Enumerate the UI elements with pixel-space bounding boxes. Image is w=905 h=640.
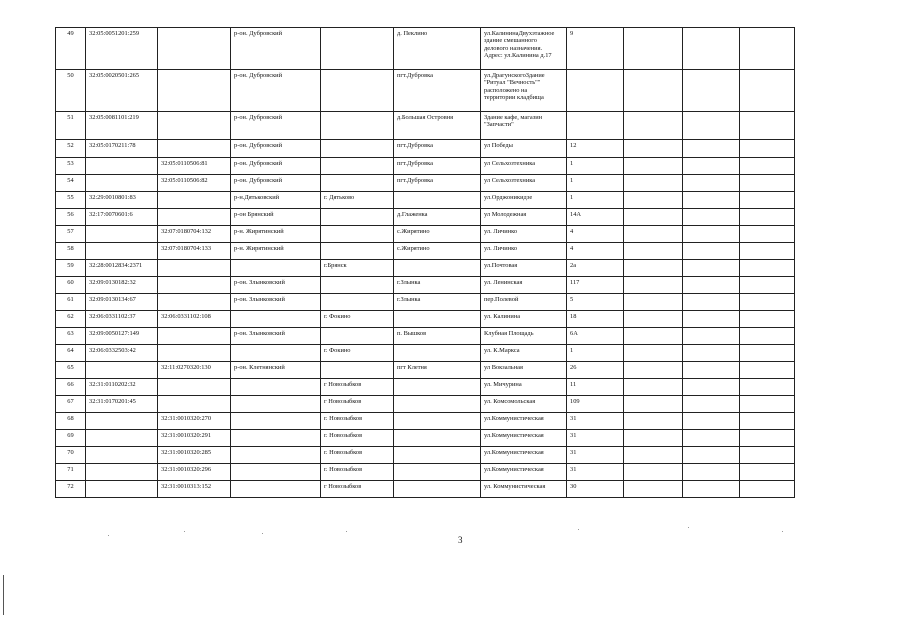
table-cell [394, 430, 481, 447]
table-cell [158, 345, 231, 362]
table-cell [740, 192, 795, 209]
table-cell: р-он. Дубровский [231, 175, 321, 192]
table-cell [86, 158, 158, 175]
table-cell: 4 [567, 243, 624, 260]
table-cell [740, 345, 795, 362]
table-cell: р-н. Жирятинский [231, 243, 321, 260]
table-cell [740, 294, 795, 311]
table-row [56, 413, 795, 430]
table-cell: ул. К.Маркса [481, 345, 567, 362]
table-cell: г Новозыбков [321, 396, 394, 413]
table-cell: ул.Коммунистическая [481, 430, 567, 447]
table-cell [740, 362, 795, 379]
table-cell [624, 243, 683, 260]
table-cell [624, 112, 683, 140]
table-cell: 1 [567, 158, 624, 175]
table-cell [321, 175, 394, 192]
table-cell: 2а [567, 260, 624, 277]
table-cell: 14А [567, 209, 624, 226]
table-cell [321, 70, 394, 112]
table-cell: г.Злынка [394, 277, 481, 294]
table-cell [394, 464, 481, 481]
table-cell: 32:31:0010320:296 [158, 464, 231, 481]
table-cell [624, 140, 683, 158]
table-cell: р-н. Жирятинский [231, 226, 321, 243]
table-cell: ул. Коммунистическая [481, 481, 567, 498]
table-cell: 1 [567, 192, 624, 209]
table-cell: 32:31:0110202:32 [86, 379, 158, 396]
table-row [56, 158, 795, 175]
table-cell [683, 294, 740, 311]
table-cell [231, 464, 321, 481]
table-cell: р-он. Дубровский [231, 28, 321, 70]
table-cell: 62 [56, 311, 86, 328]
table-cell [231, 379, 321, 396]
table-cell [394, 192, 481, 209]
table-cell [624, 192, 683, 209]
table-cell [394, 481, 481, 498]
table-cell [321, 28, 394, 70]
table-cell [158, 70, 231, 112]
table-cell: 1 [567, 175, 624, 192]
table-cell [567, 70, 624, 112]
table-cell: г Новозыбков [321, 379, 394, 396]
table-cell: 64 [56, 345, 86, 362]
table-cell: 32:28:0012834:2371 [86, 260, 158, 277]
table-cell: Клубная Площадь [481, 328, 567, 345]
table-cell [158, 140, 231, 158]
table-cell [86, 481, 158, 498]
table-cell [624, 311, 683, 328]
table-cell: ул. Личинко [481, 226, 567, 243]
table-cell [740, 311, 795, 328]
table-row [56, 430, 795, 447]
table-cell: 30 [567, 481, 624, 498]
table-cell [683, 175, 740, 192]
table-cell: 53 [56, 158, 86, 175]
table-cell: ул. Ленинская [481, 277, 567, 294]
table-cell [394, 311, 481, 328]
table-cell: ул.Почтовая [481, 260, 567, 277]
table-cell: пгт.Дубровка [394, 70, 481, 112]
table-cell: 54 [56, 175, 86, 192]
table-cell [740, 243, 795, 260]
table-cell: 31 [567, 430, 624, 447]
table-cell [683, 430, 740, 447]
table-cell [740, 328, 795, 345]
table-cell [321, 112, 394, 140]
table-cell [683, 277, 740, 294]
table-cell: 32:06:0332503:42 [86, 345, 158, 362]
table-cell [394, 345, 481, 362]
table-cell [394, 396, 481, 413]
table-cell [683, 447, 740, 464]
table-cell [321, 243, 394, 260]
table-row [56, 28, 795, 70]
table-cell [231, 430, 321, 447]
table-cell [158, 379, 231, 396]
table-cell: д.Большая Островня [394, 112, 481, 140]
objects-table [55, 27, 795, 498]
table-cell [158, 192, 231, 209]
table-row [56, 192, 795, 209]
table-cell: г. Новозыбков [321, 464, 394, 481]
table-cell [321, 158, 394, 175]
table-cell [624, 70, 683, 112]
scan-speck [184, 531, 185, 532]
table-cell [231, 311, 321, 328]
table-cell: 5 [567, 294, 624, 311]
table-cell: 109 [567, 396, 624, 413]
table-cell: р-он. Злынковский [231, 294, 321, 311]
table-cell: 55 [56, 192, 86, 209]
table-cell [394, 260, 481, 277]
table-cell [231, 260, 321, 277]
table-row [56, 345, 795, 362]
table-cell: г Новозыбков [321, 481, 394, 498]
table-cell: 18 [567, 311, 624, 328]
scan-speck [578, 529, 579, 530]
table-cell [624, 209, 683, 226]
table-cell [624, 447, 683, 464]
table-cell [683, 345, 740, 362]
table-cell [683, 311, 740, 328]
table-cell [624, 481, 683, 498]
table-cell: р-он. Злынковский [231, 328, 321, 345]
table-cell: 4 [567, 226, 624, 243]
table-cell [683, 413, 740, 430]
table-cell: п. Вышков [394, 328, 481, 345]
table-cell: ул Победы [481, 140, 567, 158]
table-cell: 65 [56, 362, 86, 379]
table-cell [740, 447, 795, 464]
table-cell: д.Глаженка [394, 209, 481, 226]
table-cell [158, 294, 231, 311]
table-cell: 71 [56, 464, 86, 481]
table-cell [567, 112, 624, 140]
table-cell: 61 [56, 294, 86, 311]
scan-speck [108, 535, 109, 536]
table-row [56, 311, 795, 328]
table-body [56, 28, 795, 498]
table-cell [683, 140, 740, 158]
table-cell: ул Сельхозтехника [481, 175, 567, 192]
table-cell: пер.Полевой [481, 294, 567, 311]
table-cell [158, 28, 231, 70]
table-cell [158, 260, 231, 277]
table-row [56, 260, 795, 277]
table-cell [158, 209, 231, 226]
table-cell: 67 [56, 396, 86, 413]
table-cell: 9 [567, 28, 624, 70]
table-cell: 60 [56, 277, 86, 294]
page-number: 3 [458, 535, 463, 545]
table-cell [624, 158, 683, 175]
table-cell: 56 [56, 209, 86, 226]
table-cell [740, 209, 795, 226]
table-cell: 32:31:0010313:152 [158, 481, 231, 498]
table-cell: пгт.Дубровка [394, 140, 481, 158]
table-cell: р-он. Клетнянский [231, 362, 321, 379]
table-cell [683, 226, 740, 243]
table-cell: пгт.Дубровка [394, 158, 481, 175]
table-cell [231, 396, 321, 413]
table-cell: 59 [56, 260, 86, 277]
table-row [56, 464, 795, 481]
table-cell [86, 362, 158, 379]
table-cell [624, 345, 683, 362]
table-cell [683, 260, 740, 277]
table-cell [624, 430, 683, 447]
table-cell: 68 [56, 413, 86, 430]
table-cell [231, 345, 321, 362]
table-cell: 70 [56, 447, 86, 464]
scan-speck [688, 527, 689, 528]
table-cell: р-он. Дубровский [231, 158, 321, 175]
table-cell [321, 140, 394, 158]
table-cell: 31 [567, 413, 624, 430]
table-cell [394, 413, 481, 430]
table-row [56, 175, 795, 192]
table-cell: 32:29:0010801:83 [86, 192, 158, 209]
table-cell [683, 70, 740, 112]
table-cell: р-он. Дубровский [231, 112, 321, 140]
table-cell: 32:17:0070601:6 [86, 209, 158, 226]
table-cell [740, 70, 795, 112]
table-cell: ул Вокзальная [481, 362, 567, 379]
table-cell: г. Новозыбков [321, 447, 394, 464]
table-cell: 32:06:0331102:37 [86, 311, 158, 328]
table-cell [86, 175, 158, 192]
table-cell: с.Жирятино [394, 226, 481, 243]
table-cell: р-н.Дятьковский [231, 192, 321, 209]
table-cell: 1 [567, 345, 624, 362]
table-cell: 57 [56, 226, 86, 243]
table-cell [394, 379, 481, 396]
table-cell: 51 [56, 112, 86, 140]
table-cell: 49 [56, 28, 86, 70]
table-cell [624, 379, 683, 396]
table-cell: 32:05:0170211:78 [86, 140, 158, 158]
table-cell [158, 277, 231, 294]
table-cell: ул. Личинко [481, 243, 567, 260]
table-row [56, 243, 795, 260]
table-row [56, 70, 795, 112]
table-cell [740, 158, 795, 175]
table-cell: ул.ДрагунскогоЗдание "Ритуал "Вечность"" расположено на территории кладбища [481, 70, 567, 112]
table-cell: ул. Комсомольская [481, 396, 567, 413]
table-cell: 32:05:0081101:219 [86, 112, 158, 140]
table-cell [683, 379, 740, 396]
table-cell [86, 226, 158, 243]
table-cell: ул.Орджоникидзе [481, 192, 567, 209]
table-cell [86, 430, 158, 447]
table-cell [158, 328, 231, 345]
scan-speck [782, 531, 783, 532]
table-cell [158, 112, 231, 140]
table-cell [740, 413, 795, 430]
table-cell: 32:05:0110506:81 [158, 158, 231, 175]
table-cell: р-он. Дубровский [231, 70, 321, 112]
table-cell: г. Дятьково [321, 192, 394, 209]
table-cell: 32:05:0110506:82 [158, 175, 231, 192]
table-cell [321, 328, 394, 345]
table-cell: 50 [56, 70, 86, 112]
table-cell [624, 277, 683, 294]
table-cell [321, 362, 394, 379]
table-cell: д. Пеклино [394, 28, 481, 70]
table-cell: 32:09:0130134:67 [86, 294, 158, 311]
table-cell [394, 447, 481, 464]
table-cell: г. Новозыбков [321, 413, 394, 430]
table-cell [321, 294, 394, 311]
table-cell [683, 209, 740, 226]
scan-speck [346, 531, 347, 532]
table-cell: 32:31:0010320:270 [158, 413, 231, 430]
table-cell: ул.Коммунистическая [481, 464, 567, 481]
table-cell [740, 226, 795, 243]
table-cell: пгт.Дубровка [394, 175, 481, 192]
table-cell: с.Жирятино [394, 243, 481, 260]
table-cell: пгт Клетня [394, 362, 481, 379]
table-cell [624, 396, 683, 413]
table-cell [86, 243, 158, 260]
table-cell: Здание кафе, магазин "Запчасти" [481, 112, 567, 140]
table-row [56, 396, 795, 413]
table-cell [683, 243, 740, 260]
table-cell [683, 328, 740, 345]
table-cell: 32:31:0170201:45 [86, 396, 158, 413]
table-cell: г.Злынка [394, 294, 481, 311]
table-cell [740, 430, 795, 447]
table-cell: ул.КалининаДвухэтажное здание смешанного делового назначения. Адрес: ул.Калинина д.17 [481, 28, 567, 70]
table-cell: 12 [567, 140, 624, 158]
table-cell: ул Сельхозтехника [481, 158, 567, 175]
table-cell [740, 112, 795, 140]
table-cell: 32:07:0180704:133 [158, 243, 231, 260]
table-cell: р-он. Злынковский [231, 277, 321, 294]
table-cell [321, 277, 394, 294]
table-cell: 11 [567, 379, 624, 396]
table-cell [86, 464, 158, 481]
table-cell [740, 140, 795, 158]
table-cell: 58 [56, 243, 86, 260]
table-row [56, 140, 795, 158]
scan-speck [262, 533, 263, 534]
table-cell [624, 362, 683, 379]
table-row [56, 209, 795, 226]
table-cell: 69 [56, 430, 86, 447]
table-cell [683, 464, 740, 481]
table-cell [683, 158, 740, 175]
table-cell: 63 [56, 328, 86, 345]
table-row [56, 112, 795, 140]
table-cell: 31 [567, 447, 624, 464]
table-cell [683, 112, 740, 140]
table-cell: 32:31:0010320:285 [158, 447, 231, 464]
table-cell: р-он. Дубровский [231, 140, 321, 158]
table-row [56, 481, 795, 498]
table-cell: 117 [567, 277, 624, 294]
table-cell [683, 396, 740, 413]
table-cell: 32:05:0051201:259 [86, 28, 158, 70]
table-cell [740, 277, 795, 294]
table-cell: ул. Калинина [481, 311, 567, 328]
table-cell [683, 192, 740, 209]
table-cell [624, 464, 683, 481]
table-cell [624, 175, 683, 192]
table-cell [624, 413, 683, 430]
table-row [56, 226, 795, 243]
table-cell: 32:09:0130182:32 [86, 277, 158, 294]
table-cell: р-он Брянский [231, 209, 321, 226]
table-cell [740, 28, 795, 70]
table-cell: 32:31:0010320:291 [158, 430, 231, 447]
table-cell [683, 481, 740, 498]
table-cell: ул. Мичурина [481, 379, 567, 396]
table-cell: 32:05:0020501:265 [86, 70, 158, 112]
table-row [56, 447, 795, 464]
table-cell: г. Фокино [321, 311, 394, 328]
table-cell: 32:11:0270320:130 [158, 362, 231, 379]
table-cell: 32:06:0331102:108 [158, 311, 231, 328]
table-cell [231, 413, 321, 430]
table-cell: 26 [567, 362, 624, 379]
table-cell: 66 [56, 379, 86, 396]
table-cell: ул.Коммунистическая [481, 447, 567, 464]
table-cell [86, 447, 158, 464]
table-cell [683, 28, 740, 70]
table-cell [624, 28, 683, 70]
table-cell [624, 328, 683, 345]
table-cell: г.Брянск [321, 260, 394, 277]
table-cell [740, 481, 795, 498]
scan-margin-mark [3, 575, 4, 615]
table-row [56, 328, 795, 345]
table-cell [740, 260, 795, 277]
table-row [56, 294, 795, 311]
table-cell: 72 [56, 481, 86, 498]
table-cell [740, 396, 795, 413]
table-row [56, 277, 795, 294]
table-cell: ул.Коммунистическая [481, 413, 567, 430]
table-cell: г. Новозыбков [321, 430, 394, 447]
table-cell: 31 [567, 464, 624, 481]
table-cell: 52 [56, 140, 86, 158]
table-cell [740, 175, 795, 192]
table-cell [624, 226, 683, 243]
table-cell [86, 413, 158, 430]
table-cell [321, 209, 394, 226]
table-cell [683, 362, 740, 379]
table-cell [624, 260, 683, 277]
table-cell: 32:09:0050127:149 [86, 328, 158, 345]
table-cell [231, 481, 321, 498]
table-cell: ул Молодежная [481, 209, 567, 226]
table-cell: 32:07:0180704:132 [158, 226, 231, 243]
table-cell [740, 464, 795, 481]
table-row [56, 362, 795, 379]
table-cell: г. Фокино [321, 345, 394, 362]
table-cell [231, 447, 321, 464]
table-cell [158, 396, 231, 413]
table-cell: 6А [567, 328, 624, 345]
table-cell [624, 294, 683, 311]
table-cell [740, 379, 795, 396]
table-cell [321, 226, 394, 243]
table-row [56, 379, 795, 396]
